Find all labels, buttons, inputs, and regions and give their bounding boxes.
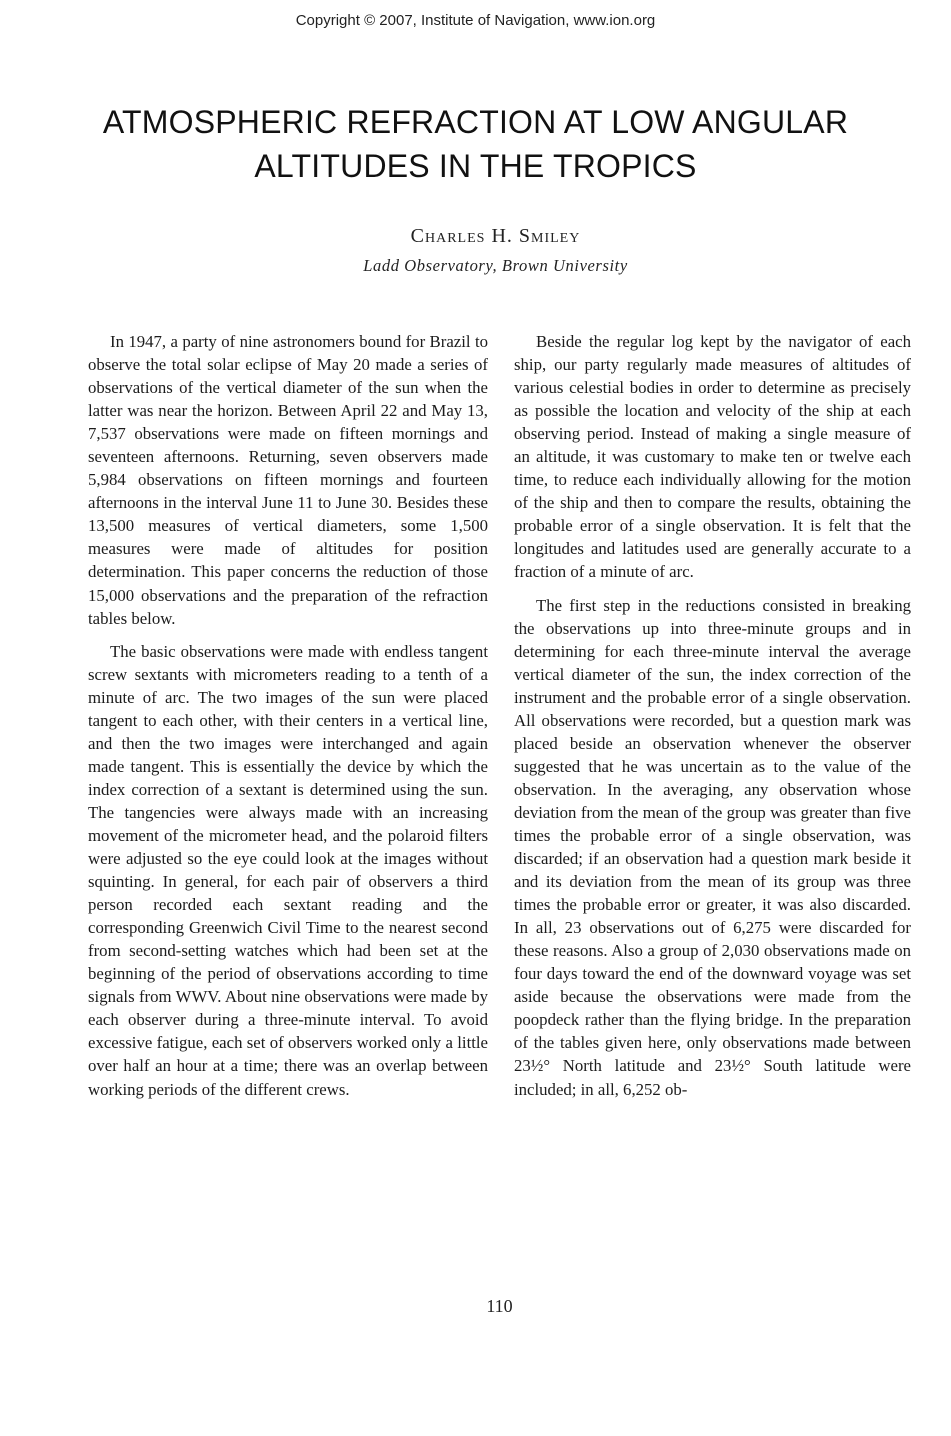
page-number: 110 (486, 1296, 513, 1316)
title-line-1: ATMOSPHERIC REFRACTION AT LOW ANGULAR (102, 104, 849, 140)
paragraph: Beside the regular log kept by the navigator of each ship, our party regularly made measures of altitudes of various celestial bodies in order to determine as precisely as possible the location and velocity of the ship at each observing period. Instead of making a single measure of an altitude, it was customary to make ten or twelve each time, to reduce each individually allowing for the motion of the ship and then to compare the results, obtaining the probable error of a single observation. It is felt that the longitudes and latitudes used are generally accurate to a fraction of a minute of arc. (514, 332, 911, 582)
author-affiliation: Ladd Observatory, Brown University (363, 256, 628, 275)
paragraph: In 1947, a party of nine astronomers bound for Brazil to observe the total solar eclipse of May 20 made a series of observations of the vertical diameter of the sun when the latter was near the horizon. Between April 22 and May 13, 7,537 observations were made on fifteen mornings and seventeen afternoons. Returning, seven observers made 5,984 observations on fifteen mornings and fourteen afternoons in the interval June 11 to June 30. Besides these 13,500 measures of vertical diameters, some 1,500 measures were made of altitudes for position determination. This paper concerns the reduction of those 15,000 observations and the preparation of the refraction tables below. (88, 332, 488, 628)
paragraph: The first step in the reductions consisted in breaking the observations up into three-minute groups and in determining for each three-minute interval the average vertical diameter of the sun, the index correction of the instrument and the probable error of a single observation. All observations were recorded, but a question mark was placed beside an observation whenever the observer suggested that he was uncertain as to the value of the observation. In the averaging, any observation whose deviation from the mean of the group was greater than five times the probable error of a single observation, was discarded; if an observation had a question mark beside it and its deviation from the mean of its group was three times the probable error or greater, it was also discarded. In all, 23 observations out of 6,275 were discarded for these reasons. Also a group of 2,030 observations made on four days toward the end of the downward voyage was set aside because the observations were made from the poopdeck rather than the flying bridge. In the preparation of the tables given here, only observations made between 23½° North latitude and 23½° South latitude were included; in all, 6,252 ob- (514, 595, 911, 1099)
paragraph: The basic observations were made with endless tangent screw sextants with micrometers reading to a tenth of a minute of arc. The two images of the sun were placed tangent to each other, with their centers in a vertical line, and then the two images were interchanged and again made tangent. This is essentially the device by which the index correction of a sextant is determined using the sun. The tangencies were always made with an increasing movement of the micrometer head, and the polaroid filters were adjusted so the eye could look at the images without squinting. In general, for each pair of observers a third person recorded each sextant reading and the corresponding Greenwich Civil Time to the nearest second from second-setting watches which had been set at the beginning of the period of observations according to time signals from WWV. About nine observations were made by each observer during a three-minute interval. To avoid excessive fatigue, each set of observers worked only a little over half an hour at a time; there was an overlap between working periods of the different crews. (88, 641, 488, 1099)
copyright-notice: Copyright © 2007, Institute of Navigation, www.ion.org (295, 12, 656, 29)
author-name: Charles H. Smiley (410, 225, 581, 247)
paper-title (60, 100, 891, 188)
left-column (88, 330, 488, 1101)
right-column (514, 330, 911, 1101)
title-line-2: ALTITUDES IN THE TROPICS (254, 148, 697, 184)
